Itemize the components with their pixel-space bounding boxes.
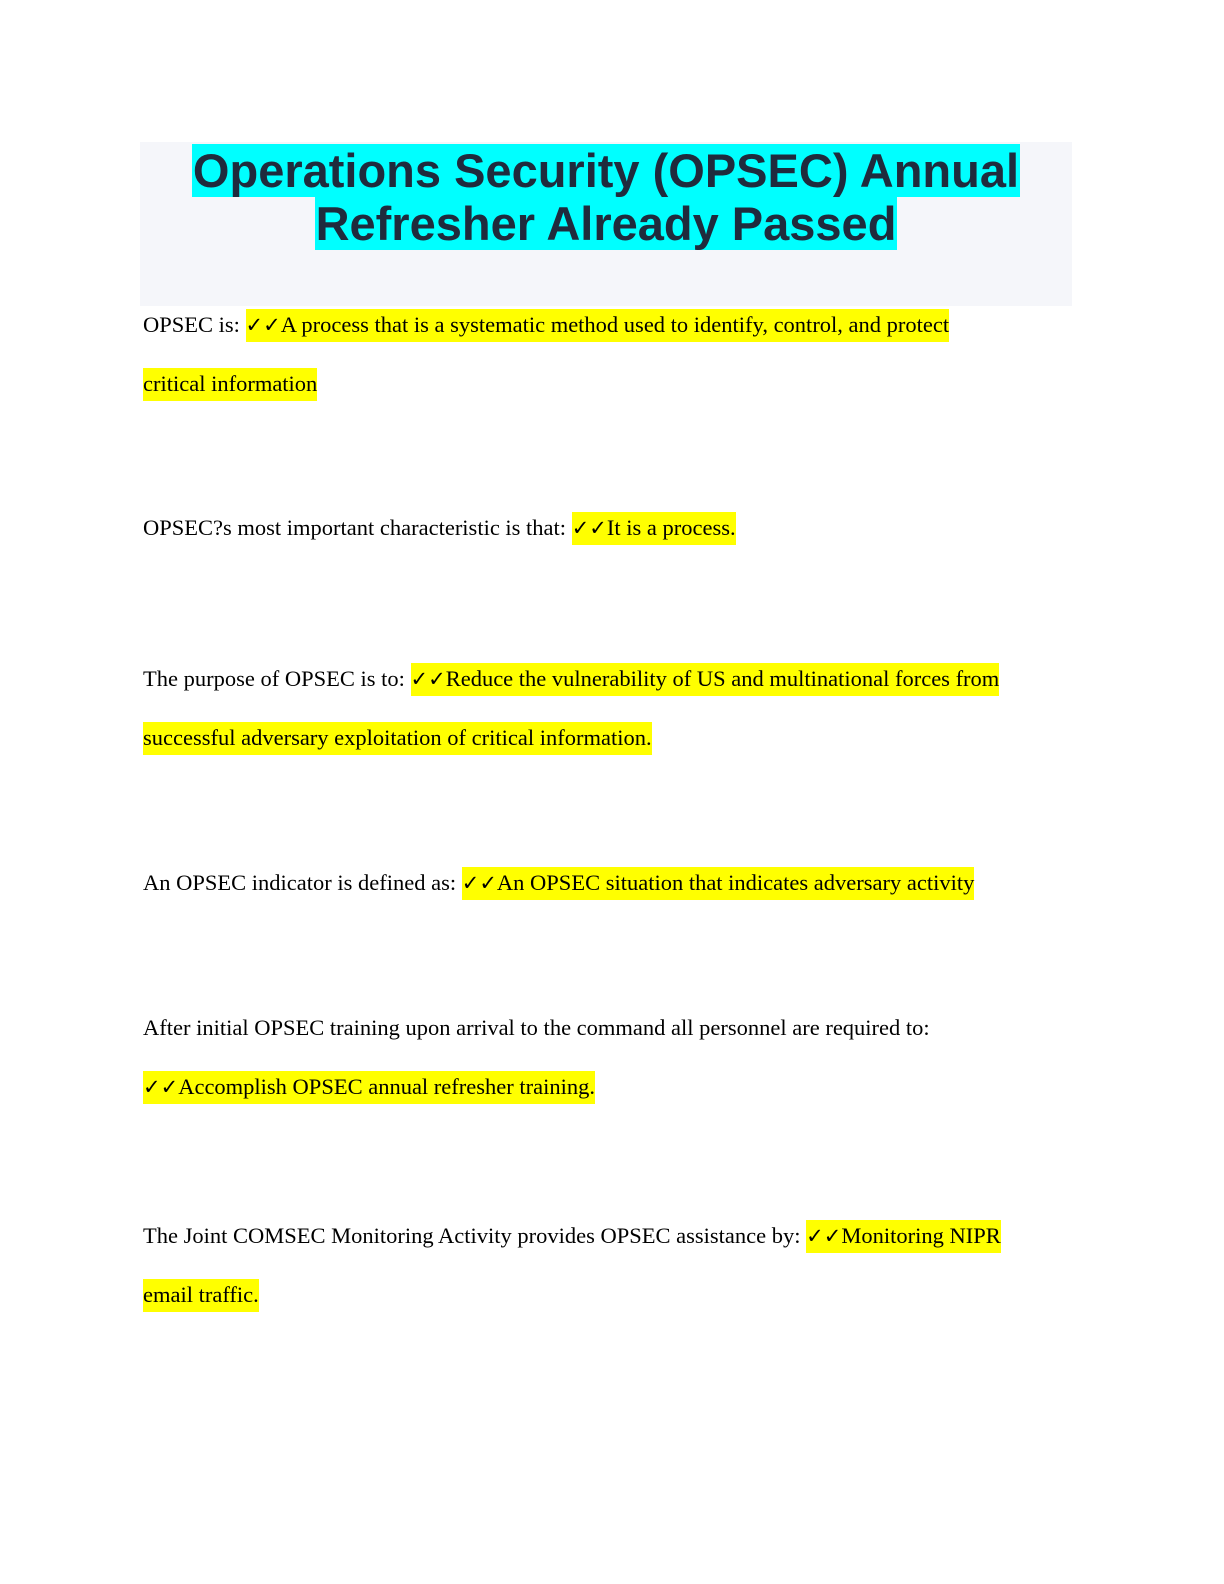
answer-highlight (246, 309, 950, 342)
qa-line (143, 1057, 1073, 1116)
qa-item-important-characteristic (143, 498, 1073, 557)
check-mark-icon: ✓✓ (410, 667, 446, 691)
question-text: OPSEC is: (143, 312, 240, 337)
qa-line (143, 1206, 1073, 1265)
answer-highlight (462, 867, 975, 900)
answer-text: A process that is a systematic method used to identify, control, and protect (280, 312, 950, 337)
qa-item-indicator (143, 853, 1073, 912)
answer-highlight (806, 1220, 1001, 1253)
qa-line (143, 998, 1073, 1057)
check-mark-icon: ✓✓ (806, 1224, 842, 1248)
qa-item-purpose (143, 649, 1073, 767)
answer-text: Reduce the vulnerability of US and multinational forces from (445, 666, 1000, 691)
answer-highlight (572, 512, 736, 545)
question-text: The Joint COMSEC Monitoring Activity provides OPSEC assistance by: (143, 1223, 801, 1248)
answer-text: It is a process. (606, 515, 736, 540)
answer-text: Monitoring NIPR (841, 1223, 1001, 1248)
qa-line (143, 649, 1073, 708)
answer-text: email traffic. (143, 1279, 259, 1312)
check-mark-icon: ✓✓ (143, 1075, 179, 1099)
qa-line (143, 295, 1073, 354)
page-title-line-2: Refresher Already Passed (315, 197, 897, 250)
qa-line (143, 354, 1073, 413)
answer-highlight (143, 1071, 595, 1104)
check-mark-icon: ✓✓ (461, 871, 497, 895)
qa-line (143, 708, 1073, 767)
answer-text: successful adversary exploitation of critical information. (143, 722, 652, 755)
qa-line (143, 1265, 1073, 1324)
question-text: The purpose of OPSEC is to: (143, 666, 405, 691)
title-block (140, 142, 1072, 306)
qa-item-jcma (143, 1206, 1073, 1324)
check-mark-icon: ✓✓ (571, 516, 607, 540)
qa-line (143, 498, 1073, 557)
qa-item-initial-training (143, 998, 1073, 1116)
answer-text: critical information (143, 368, 317, 401)
qa-line (143, 853, 1073, 912)
check-mark-icon: ✓✓ (245, 313, 281, 337)
answer-text: Accomplish OPSEC annual refresher training. (178, 1074, 595, 1099)
answer-highlight (411, 663, 1000, 696)
question-text: OPSEC?s most important characteristic is that: (143, 515, 567, 540)
question-text: An OPSEC indicator is defined as: (143, 870, 457, 895)
qa-item-opsec-is (143, 295, 1073, 413)
answer-text: An OPSEC situation that indicates adversary activity (496, 870, 975, 895)
page-title-line-1: Operations Security (OPSEC) Annual (192, 144, 1020, 197)
question-text: After initial OPSEC training upon arrival to the command all personnel are required to: (143, 1015, 930, 1040)
